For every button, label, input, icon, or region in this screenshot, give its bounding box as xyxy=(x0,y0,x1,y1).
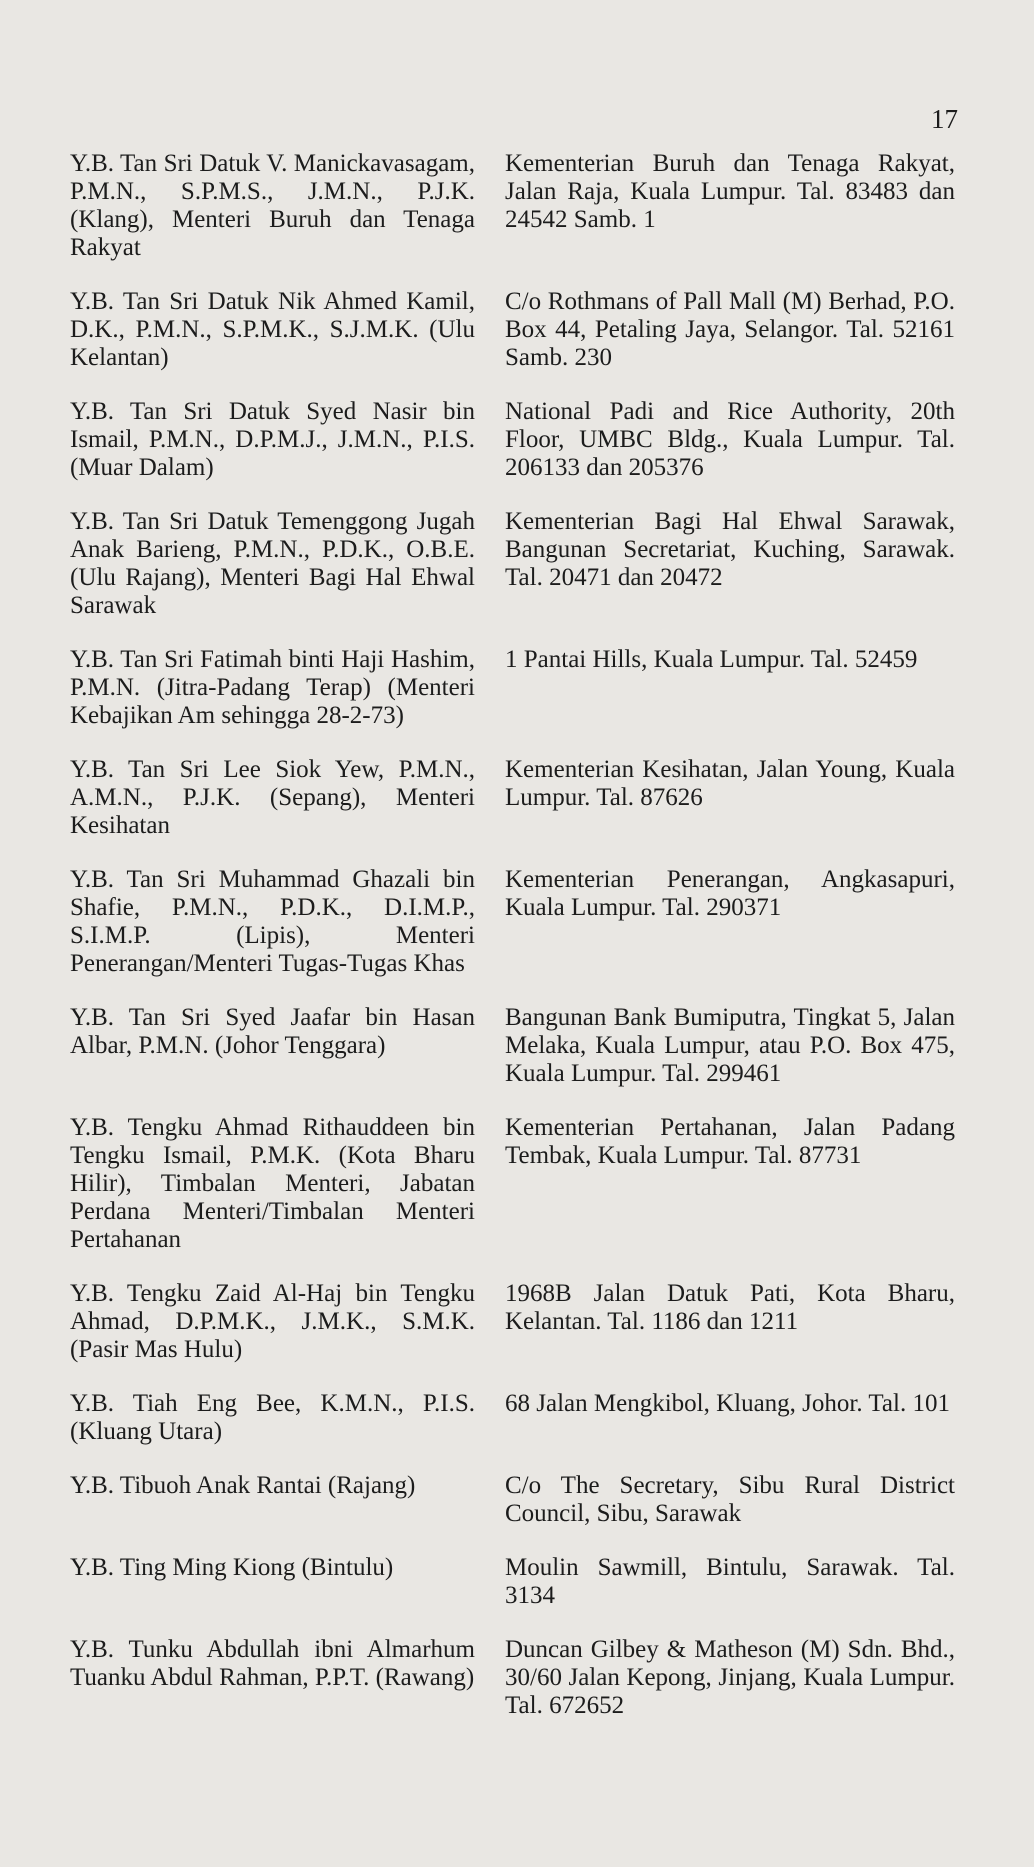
member-address: 68 Jalan Mengkibol, Kluang, Johor. Tal. 101 xyxy=(505,1390,950,1417)
member-name: Y.B. Ting Ming Kiong (Bintulu) xyxy=(70,1554,394,1581)
list-item xyxy=(70,1636,955,1720)
member-name: Y.B. Tan Sri Syed Jaafar bin Hasan Albar, P.M.N. (Johor Tenggara) xyxy=(70,1004,475,1059)
member-address: 1 Pantai Hills, Kuala Lumpur. Tal. 52459 xyxy=(505,646,918,673)
list-item xyxy=(70,1114,955,1254)
member-name: Y.B. Tan Sri Datuk Temenggong Jugah Anak Barieng, P.M.N., P.D.K., O.B.E. (Ulu Rajang), Menteri Bagi Hal Ehwal Sarawak xyxy=(70,508,475,619)
member-address: Kementerian Pertahanan, Jalan Padang Tembak, Kuala Lumpur. Tal. 87731 xyxy=(505,1114,955,1169)
member-name: Y.B. Tibuoh Anak Rantai (Rajang) xyxy=(70,1472,416,1499)
list-item xyxy=(70,646,955,730)
member-address: National Padi and Rice Authority, 20th Floor, UMBC Bldg., Kuala Lumpur. Tal. 206133 dan 205376 xyxy=(505,398,955,481)
member-address: Bangunan Bank Bumiputra, Tingkat 5, Jalan Melaka, Kuala Lumpur, atau P.O. Box 475, Kuala Lumpur. Tal. 299461 xyxy=(505,1004,955,1087)
member-address: Kementerian Penerangan, Angkasapuri, Kuala Lumpur. Tal. 290371 xyxy=(505,866,955,921)
member-name: Y.B. Tunku Abdullah ibni Almarhum Tuanku Abdul Rahman, P.P.T. (Rawang) xyxy=(70,1636,475,1691)
member-address: C/o The Secretary, Sibu Rural District Council, Sibu, Sarawak xyxy=(505,1472,955,1527)
member-name: Y.B. Tengku Ahmad Rithauddeen bin Tengku Ismail, P.M.K. (Kota Bharu Hilir), Timbalan Menteri, Jabatan Perdana Menteri/Timbalan Menteri Pertahanan xyxy=(70,1114,475,1253)
member-name: Y.B. Tan Sri Datuk Syed Nasir bin Ismail, P.M.N., D.P.M.J., J.M.N., P.I.S. (Muar Dalam) xyxy=(70,398,475,481)
member-name: Y.B. Tan Sri Datuk Nik Ahmed Kamil, D.K., P.M.N., S.P.M.K., S.J.M.K. (Ulu Kelantan) xyxy=(70,288,475,371)
member-name: Y.B. Tan Sri Muhammad Ghazali bin Shafie, P.M.N., P.D.K., D.I.M.P., S.I.M.P. (Lipis), Menteri Penerangan/Menteri Tugas-Tugas Khas xyxy=(70,866,475,977)
list-item xyxy=(70,150,955,262)
member-name: Y.B. Tan Sri Lee Siok Yew, P.M.N., A.M.N., P.J.K. (Sepang), Menteri Kesihatan xyxy=(70,756,475,839)
member-name: Y.B. Tan Sri Fatimah binti Haji Hashim, P.M.N. (Jitra-Padang Terap) (Menteri Kebajikan Am sehingga 28-2-73) xyxy=(70,646,475,729)
list-item xyxy=(70,1280,955,1364)
list-item xyxy=(70,1472,955,1528)
member-address: Kementerian Buruh dan Tenaga Rakyat, Jalan Raja, Kuala Lumpur. Tal. 83483 dan 24542 Samb. 1 xyxy=(505,150,955,233)
member-address: 1968B Jalan Datuk Pati, Kota Bharu, Kelantan. Tal. 1186 dan 1211 xyxy=(505,1280,955,1335)
member-address: Kementerian Bagi Hal Ehwal Sarawak, Bangunan Secretariat, Kuching, Sarawak. Tal. 20471 dan 20472 xyxy=(505,508,955,591)
member-name: Y.B. Tan Sri Datuk V. Manickavasagam, P.M.N., S.P.M.S., J.M.N., P.J.K. (Klang), Menteri Buruh dan Tenaga Rakyat xyxy=(70,150,475,261)
member-address: C/o Rothmans of Pall Mall (M) Berhad, P.O. Box 44, Petaling Jaya, Selangor. Tal. 52161 Samb. 230 xyxy=(505,288,955,371)
member-name: Y.B. Tiah Eng Bee, K.M.N., P.I.S. (Kluang Utara) xyxy=(70,1390,475,1445)
list-item xyxy=(70,756,955,840)
list-item xyxy=(70,1004,955,1088)
list-item xyxy=(70,1390,955,1446)
list-item xyxy=(70,508,955,620)
member-address: Moulin Sawmill, Bintulu, Sarawak. Tal. 3134 xyxy=(505,1554,955,1609)
directory-list xyxy=(70,150,955,1746)
member-name: Y.B. Tengku Zaid Al-Haj bin Tengku Ahmad, D.P.M.K., J.M.K., S.M.K. (Pasir Mas Hulu) xyxy=(70,1280,475,1363)
list-item xyxy=(70,1554,955,1610)
page-number: 17 xyxy=(931,104,958,134)
member-address: Kementerian Kesihatan, Jalan Young, Kuala Lumpur. Tal. 87626 xyxy=(505,756,955,811)
list-item xyxy=(70,866,955,978)
member-address: Duncan Gilbey & Matheson (M) Sdn. Bhd., 30/60 Jalan Kepong, Jinjang, Kuala Lumpur. Tal. 672652 xyxy=(505,1636,955,1719)
list-item xyxy=(70,288,955,372)
list-item xyxy=(70,398,955,482)
